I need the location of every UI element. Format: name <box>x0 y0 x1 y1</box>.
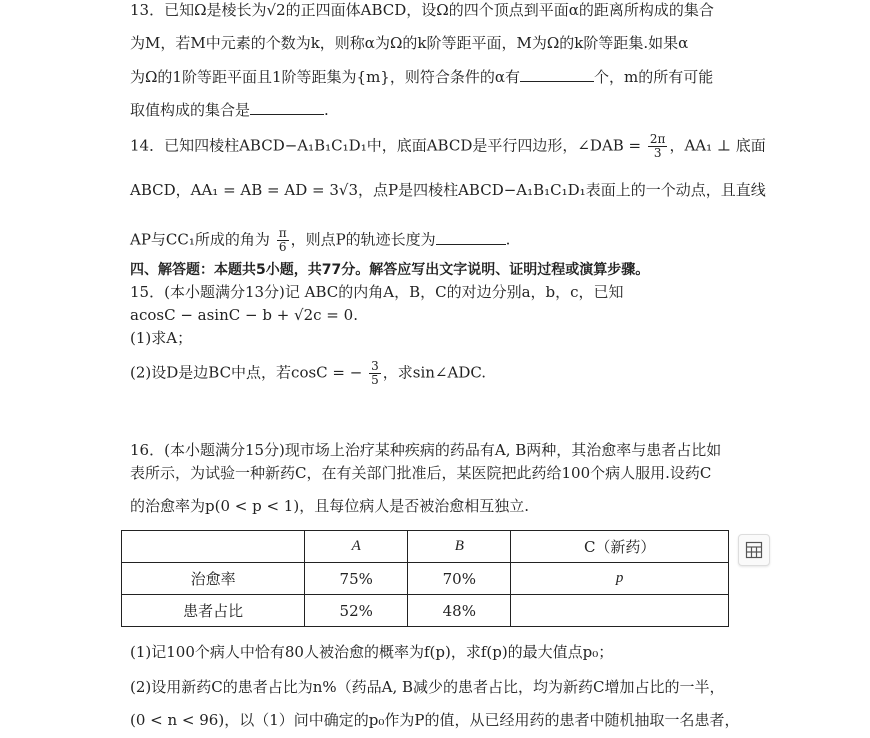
q13-blank-count[interactable] <box>520 67 594 82</box>
q14-line2: ABCD，AA₁ = AB = AD = 3√3，点P是四棱柱ABCD−A₁B₁C₁D₁表面上的一个动点，且直线 <box>130 181 766 199</box>
q15-line4-text-b: ，求sin∠ADC. <box>382 363 487 382</box>
q13-line4-text-b: . <box>324 101 329 119</box>
q14-line3 <box>130 227 510 254</box>
q16-part2: (2)设用新药C的患者占比为n%（药品A, B减少的患者占比，均为新药C增加占比的一半， <box>130 678 725 696</box>
table-cell <box>511 595 729 627</box>
q14-angle-num: 2π <box>649 132 666 146</box>
table-row <box>122 563 729 595</box>
q16-part1: (1)记100个病人中恰有80人被治愈的概率为f(p)，求f(p)的最大值点p₀； <box>130 643 614 661</box>
q15-line1: 15．(本小题满分13分)记 ABC的内角A，B，C的对边分别a，b，c，已知 <box>130 283 624 301</box>
table-cell: 52% <box>305 595 408 627</box>
table-tool-button[interactable] <box>738 534 770 566</box>
table-header-cell <box>122 531 305 563</box>
table-header-cell: C（新药） <box>511 531 729 563</box>
q15-frac-den: 5 <box>371 373 379 387</box>
table-cell: 70% <box>408 563 511 595</box>
cure-rate-table <box>121 530 729 627</box>
q14-line3-text-b: ，则点P的轨迹长度为 <box>290 230 436 249</box>
table-cell: 患者占比 <box>122 595 305 627</box>
table-cell: 75% <box>305 563 408 595</box>
table-cell: p <box>511 563 729 595</box>
q16-part2-cont: (0 < n < 96)，以（1）问中确定的p₀作为P的值，从已经用药的患者中随机抽取一名患者， <box>130 711 740 729</box>
q15-cos-fraction <box>369 360 381 387</box>
q13-line3-text-a: 为Ω的1阶等距平面且1阶等距集为{m}，则符合条件的α有 <box>130 68 520 86</box>
q13-line3-text-b: 个，m的所有可能 <box>593 68 714 86</box>
q14-line1 <box>130 133 766 160</box>
q14-blank-length[interactable] <box>436 230 506 245</box>
q15-line2: acosC − asinC − b + √2c = 0. <box>130 306 358 324</box>
q14-angle-den: 3 <box>653 146 662 160</box>
q16-line2: 表所示，为试验一种新药C，在有关部门批准后，某医院把此药给100个病人服用.设药C <box>130 464 712 482</box>
table-header-cell: A <box>305 531 408 563</box>
table-cell: 48% <box>408 595 511 627</box>
q14-pi-den: 6 <box>278 240 287 254</box>
q13-line3 <box>130 67 713 87</box>
table-cell: 治愈率 <box>122 563 305 595</box>
q14-pi-num: π <box>278 226 287 240</box>
q14-line1-text-a: 14．已知四棱柱ABCD−A₁B₁C₁D₁中，底面ABCD是平行四边形，∠DAB = <box>130 136 642 155</box>
q16-line3: 的治愈率为p(0 < p < 1)，且每位病人是否被治愈相互独立. <box>130 497 529 515</box>
table-header-cell: B <box>408 531 511 563</box>
q14-line1-text-b: ，AA₁ ⊥ 底面 <box>669 136 766 155</box>
q13-line4 <box>130 100 329 120</box>
table-icon <box>745 541 763 559</box>
q15-frac-num: 3 <box>371 359 379 373</box>
q13-line2: 为M，若M中元素的个数为k，则称α为Ω的k阶等距平面，M为Ω的k阶等距集.如果α <box>130 34 689 52</box>
q14-angle-fraction <box>648 133 668 160</box>
q15-line4 <box>130 360 486 387</box>
q14-pi-fraction <box>277 227 289 254</box>
q14-line3-text-c: . <box>505 230 511 249</box>
q13-blank-set[interactable] <box>250 100 324 115</box>
q15-line3: (1)求A； <box>130 329 193 347</box>
q13-line1: 13．已知Ω是棱长为√2的正四面体ABCD，设Ω的四个顶点到平面α的距离所构成的集合 <box>130 1 714 19</box>
q14-line3-text-a: AP与CC₁所成的角为 <box>130 230 270 249</box>
q13-line4-text-a: 取值构成的集合是 <box>130 101 251 119</box>
q15-line4-text-a: (2)设D是边BC中点，若cosC = − <box>130 363 363 382</box>
table-row <box>122 595 729 627</box>
q16-line1: 16．(本小题满分15分)现市场上治疗某种疾病的药品有A, B两种，其治愈率与患者占比如 <box>130 441 722 459</box>
table-header-row <box>122 531 729 563</box>
section-4-heading: 四、解答题：本题共5小题，共77分。解答应写出文字说明、证明过程或演算步骤。 <box>130 262 650 278</box>
